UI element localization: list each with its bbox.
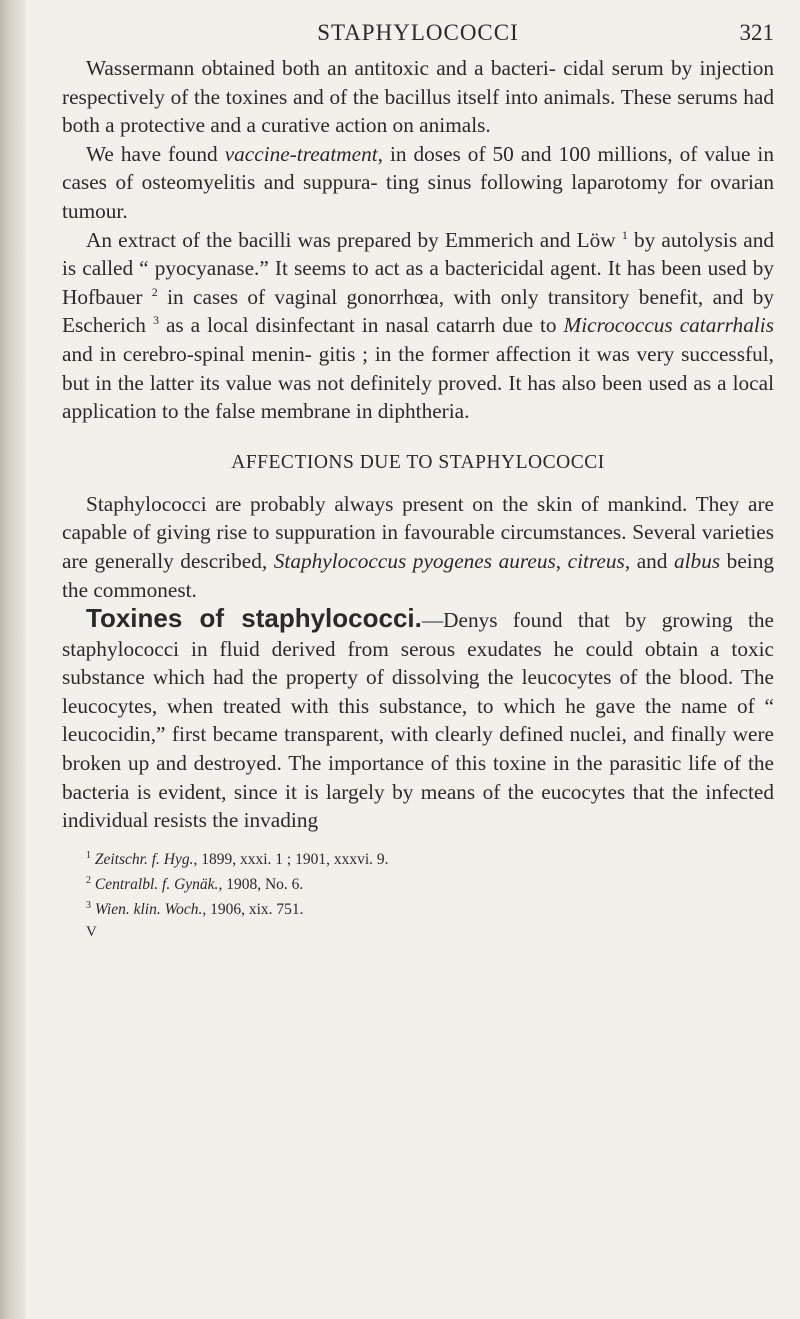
text-run: , and: [624, 548, 674, 573]
footnote-ref-1: 1: [621, 227, 628, 242]
paragraph-toxines: [62, 604, 774, 835]
footnote-number: 1: [86, 849, 91, 861]
text-run: , in doses of 50 and 100 millions, of value in cases of osteomyelitis and suppura- ting sinus following laparotomy for ovarian tumour.: [62, 141, 774, 223]
footnote: [86, 845, 774, 870]
footnote-number: 2: [86, 875, 91, 886]
footnote-citation: , 1899, xxxi. 1 ; 1901, xxxvi. 9.: [193, 851, 389, 868]
emphasis-albus: albus: [673, 548, 721, 573]
paragraph-wassermann: Wassermann obtained both an antitoxic and a bacteri- cidal serum by injection respectively of the toxines and of the bacillus itself into animals. These serums had both a protective and a curative action on animals.: [62, 56, 774, 138]
paragraph-pyocyanase: [62, 226, 774, 426]
paragraph-staphylococci-varieties: [62, 490, 774, 604]
footnote-ref-2: 2: [151, 284, 158, 299]
footnote-source: Centralbl. f. Gynäk.: [94, 876, 219, 894]
text-run: as a local disinfectant in nasal catarrh due to: [158, 313, 564, 338]
running-head: [62, 14, 774, 54]
footnote-citation: , 1906, xix. 751.: [202, 901, 304, 919]
book-page: [62, 14, 774, 941]
footnote-source: Wien. klin. Woch.: [94, 901, 203, 919]
text-run: An extract of the bacilli was prepared by Emmerich and Löw: [86, 227, 622, 252]
paragraph-vaccine-treatment: [62, 140, 774, 226]
side-heading-toxines: Toxines of staphylococci.: [86, 603, 422, 634]
footnote-number: 3: [86, 900, 91, 912]
emphasis-aureus: Staphylococcus pyogenes aureus: [273, 548, 556, 573]
text-run: and in cerebro-spinal menin- gitis ; in the former affection it was very successful, but in the latter its value was not definitely proved. It has also been used as a local application to the false membrane in diphtheria.: [62, 341, 774, 424]
footnote: [86, 870, 774, 895]
running-head-title: STAPHYLOCOCCI: [317, 20, 519, 45]
section-heading: AFFECTIONS DUE TO STAPHYLOCOCCI: [231, 451, 605, 473]
footnotes: [62, 845, 774, 941]
text-run: by autolysis and is called “ pyocyanase.” It seems to act as a bactericidal agent. It has been used by Hofbauer: [62, 227, 775, 309]
page-number: 321: [739, 20, 774, 45]
emphasis-citreus: citreus: [567, 548, 625, 573]
text-run: —Denys found that by growing the staphylococci in fluid derived from serous exudates he could obtain a toxic substance which had the property of dissolving the leucocytes of the blood. The leucocytes, when treated with this substance, to which he gave the name of “ leucocidin,” first became transparent, with clearly defined nuclei, and finally were broken up and destroyed. The importance of this toxine in the parasitic life of the bacteria is evident, since it is largely by means of the eucocytes that the infected individual resists the invading: [62, 608, 774, 833]
footnote-source: Zeitschr. f. Hyg.: [94, 851, 194, 868]
book-spine-shadow: [0, 0, 26, 1319]
text-run: being the commonest.: [62, 548, 774, 602]
text-run: in cases of vaginal gonorrhœa, with only transitory benefit, and by Escherich: [62, 284, 774, 338]
signature-mark: V: [86, 924, 97, 941]
footnote-ref-3: 3: [152, 313, 159, 328]
footnote: [86, 895, 774, 920]
footnote-citation: , 1908, No. 6.: [218, 876, 304, 894]
emphasis-vaccine-treatment: vaccine-treatment: [224, 141, 378, 166]
text-run: We have found: [86, 141, 225, 166]
text-run: ,: [555, 548, 568, 573]
emphasis-micrococcus: Micrococcus catarrhalis: [563, 313, 774, 338]
text-run: Staphylococci are probably always present on the skin of mankind. They are capable of giving rise to suppuration in favourable circumstances. Several varieties are generally described,: [62, 491, 774, 573]
